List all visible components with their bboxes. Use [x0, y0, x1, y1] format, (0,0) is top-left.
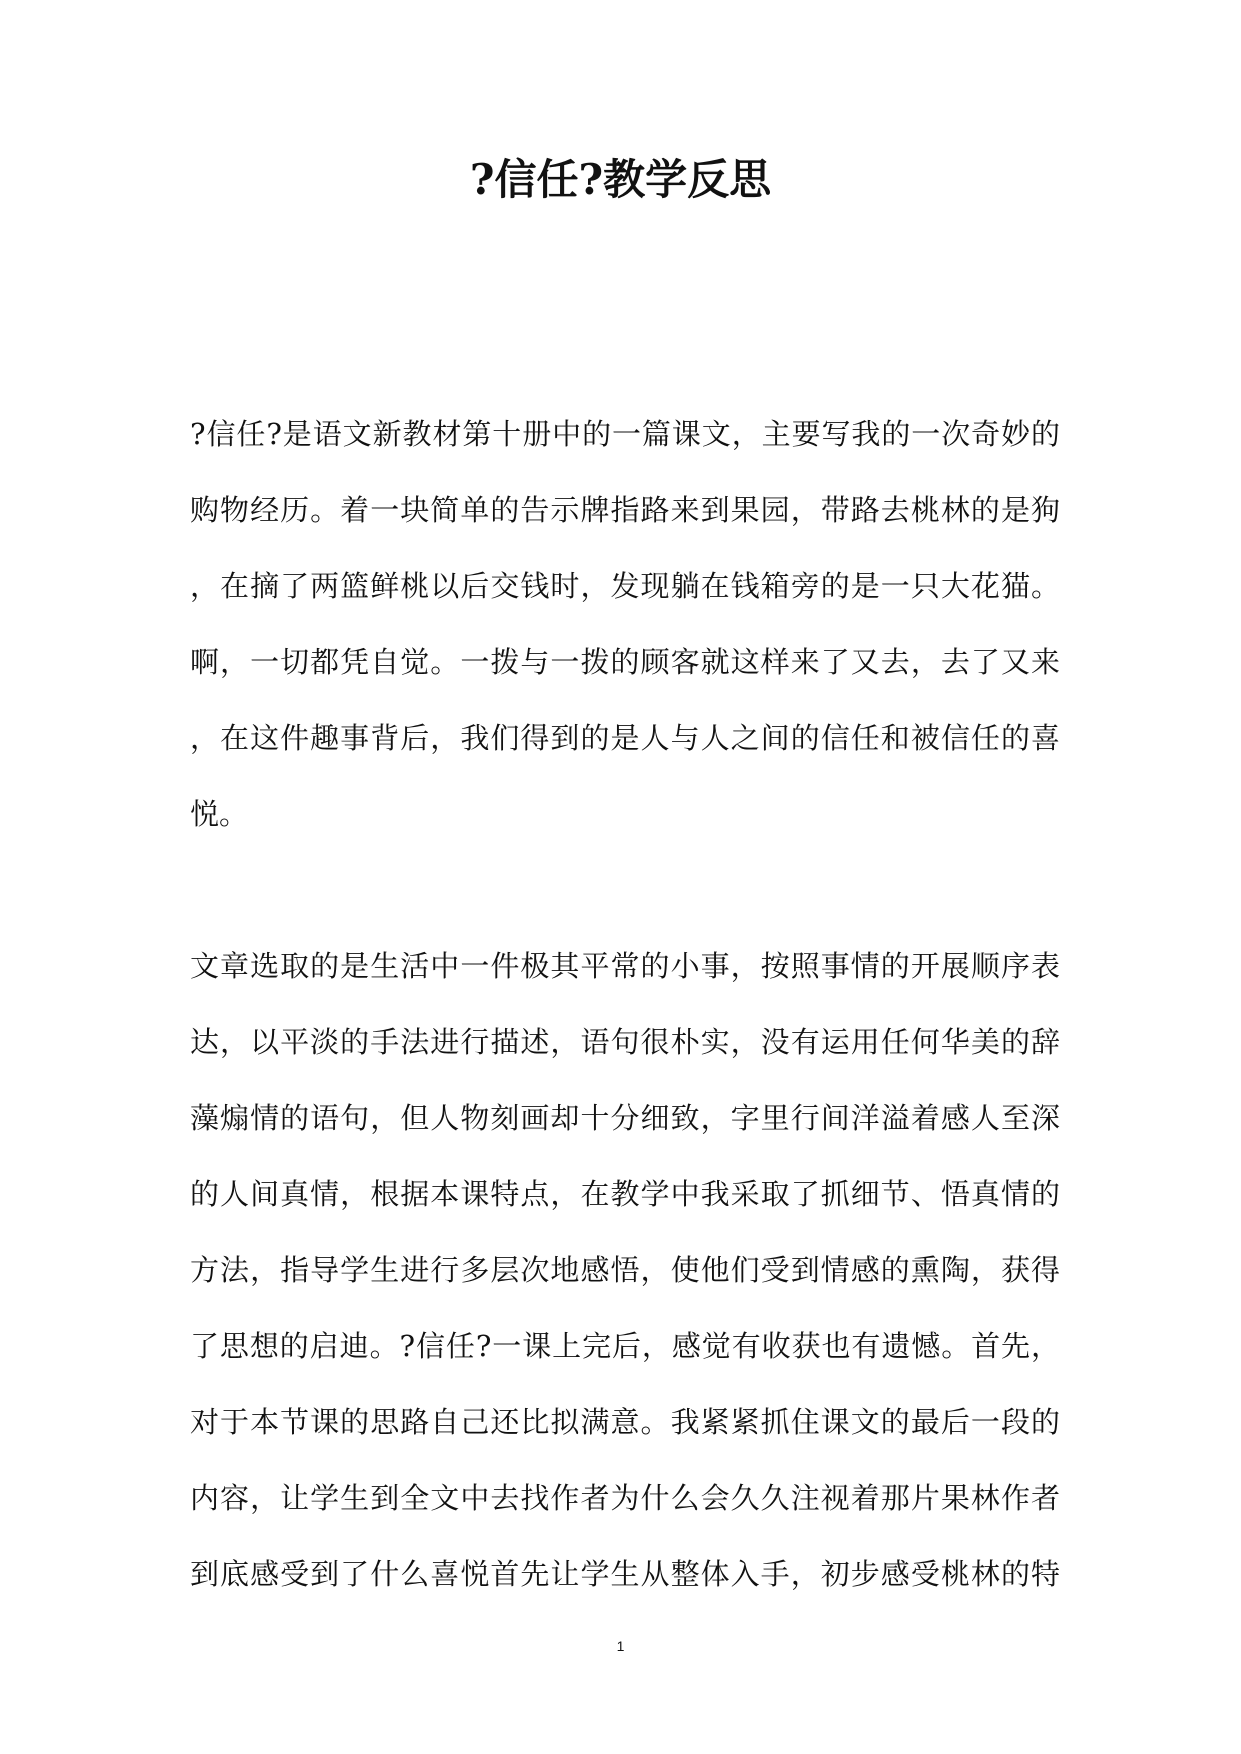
paragraph-line: ?信任?是语文新教材第十册中的一篇课文，主要写我的一次奇妙的	[190, 417, 1060, 451]
paragraph-2	[190, 928, 1060, 1612]
paragraph-line: 对于本节课的思路自己还比拟满意。我紧紧抓住课文的最后一段的	[190, 1405, 1060, 1439]
paragraph-line: 藻煽情的语句，但人物刻画却十分细致，字里行间洋溢着感人至深	[190, 1101, 1060, 1135]
paragraph-line: 到底感受到了什么喜悦首先让学生从整体入手，初步感受桃林的特	[190, 1557, 1060, 1591]
paragraph-line: 啊，一切都凭自觉。一拨与一拨的顾客就这样来了又去，去了又来	[190, 645, 1060, 679]
paragraph-line: 达，以平淡的手法进行描述，语句很朴实，没有运用任何华美的辞	[190, 1025, 1060, 1059]
paragraph-line: 内容，让学生到全文中去找作者为什么会久久注视着那片果林作者	[190, 1481, 1060, 1515]
paragraph-line: 方法，指导学生进行多层次地感悟，使他们受到情感的熏陶，获得	[190, 1253, 1060, 1287]
paragraph-line: ，在这件趣事背后，我们得到的是人与人之间的信任和被信任的喜	[190, 721, 1060, 755]
paragraph-line: 悦。	[190, 797, 249, 831]
paragraph-line: 了思想的启迪。?信任?一课上完后，感觉有收获也有遗憾。首先，	[190, 1329, 1060, 1363]
paragraph-1	[190, 396, 1060, 852]
page-number: 1	[616, 1638, 625, 1654]
paragraph-line: 购物经历。着一块简单的告示牌指路来到果园，带路去桃林的是狗	[190, 493, 1060, 527]
document-title: ?信任?教学反思	[469, 155, 772, 204]
paragraph-line: ，在摘了两篮鲜桃以后交钱时，发现躺在钱箱旁的是一只大花猫。	[190, 569, 1060, 603]
paragraph-line: 的人间真情，根据本课特点，在教学中我采取了抓细节、悟真情的	[190, 1177, 1060, 1211]
paragraph-line: 文章选取的是生活中一件极其平常的小事，按照事情的开展顺序表	[190, 949, 1060, 983]
